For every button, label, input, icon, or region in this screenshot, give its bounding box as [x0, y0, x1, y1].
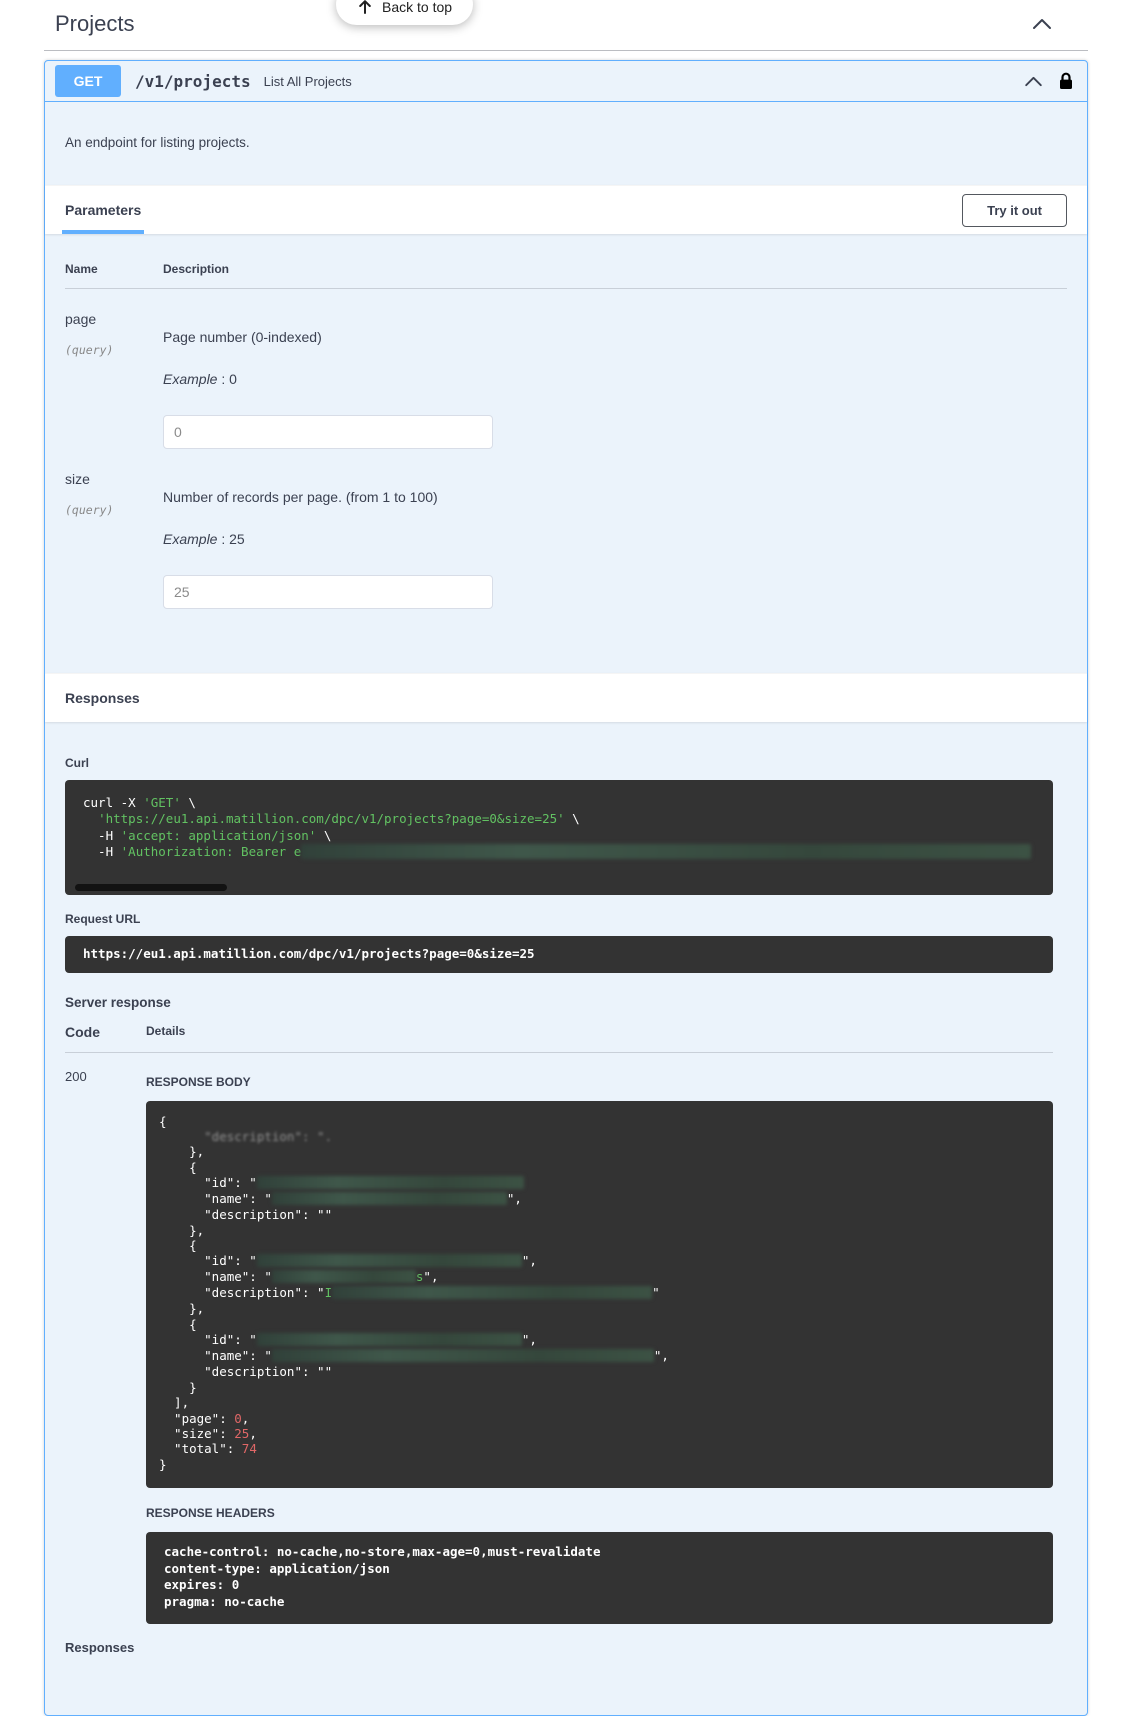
description-column-header: Description	[163, 262, 230, 276]
redacted-blur	[332, 1286, 652, 1299]
redacted-blur	[257, 1333, 522, 1346]
code-line	[159, 1285, 1041, 1301]
response-headers-label: RESPONSE HEADERS	[146, 1506, 275, 1521]
example-value: 0	[229, 371, 237, 387]
code-token: I	[324, 1285, 333, 1301]
code-token: "id": "	[159, 1175, 257, 1191]
endpoint-summary: List All Projects	[263, 73, 352, 89]
request-url-label: Request URL	[65, 912, 141, 927]
http-method-badge: GET	[55, 65, 121, 97]
request-url-value: https://eu1.api.matillion.com/dpc/v1/projects?page=0&size=25	[65, 936, 1053, 972]
auth-lock-button[interactable]	[1057, 70, 1075, 92]
redacted-blur	[257, 1254, 522, 1267]
param-name: page	[65, 311, 97, 327]
code-token: ",	[653, 1348, 669, 1364]
code-token: "id": "	[159, 1332, 257, 1348]
code-token: "size":	[159, 1425, 235, 1441]
code-token: "description": ".	[159, 1129, 333, 1145]
code-token: "description": ""	[159, 1364, 333, 1380]
code-line	[159, 1269, 1041, 1285]
param-example	[163, 531, 1067, 547]
chevron-up-icon	[1032, 18, 1052, 30]
try-it-out-button[interactable]: Try it out	[962, 194, 1067, 227]
redacted-blur	[272, 1192, 507, 1205]
redacted-blur	[301, 844, 1031, 859]
code-token: 25	[234, 1425, 250, 1441]
server-response-row	[65, 1053, 1053, 1625]
param-description: Page number (0-indexed)	[163, 329, 322, 345]
details-column-header: Details	[146, 1023, 186, 1038]
server-response-table-head	[65, 1024, 1053, 1053]
opblock-summary[interactable]	[45, 61, 1087, 102]
responses-header-title: Responses	[65, 690, 140, 706]
code-line	[159, 1114, 1041, 1129]
arrow-up-icon	[357, 0, 373, 15]
code-token: {	[159, 1316, 197, 1332]
code-line	[159, 1332, 1041, 1348]
code-line	[159, 1457, 1041, 1472]
code-line	[164, 1544, 1035, 1561]
param-location: (query)	[65, 503, 114, 517]
code-line	[83, 795, 1041, 811]
code-token: \	[316, 827, 332, 843]
code-token: 0	[234, 1410, 242, 1426]
parameters-table-head	[65, 262, 1067, 289]
example-separator: :	[217, 371, 230, 387]
curl-label: Curl	[65, 756, 89, 770]
code-token: ",	[423, 1269, 439, 1285]
code-token: 'accept: application/json'	[120, 827, 317, 843]
code-token: "name": "	[159, 1348, 272, 1364]
tab-parameters[interactable]: Parameters	[65, 186, 141, 234]
back-to-top-button[interactable]	[336, 0, 473, 25]
code-token: 'https://eu1.api.matillion.com/dpc/v1/projects?page=0&size=25'	[98, 811, 565, 827]
chevron-up-icon	[1024, 76, 1043, 87]
param-location: (query)	[65, 343, 114, 357]
page-title: Projects	[55, 11, 135, 36]
code-token: 'Authorization: Bearer e	[120, 844, 302, 860]
code-line	[159, 1441, 1041, 1456]
code-line	[164, 1577, 1035, 1594]
parameters-header-bar	[45, 185, 1087, 234]
code-token: ,	[241, 1410, 250, 1426]
code-line	[159, 1191, 1041, 1207]
code-line	[164, 1561, 1035, 1578]
responses-footer-label: Responses	[65, 1640, 135, 1656]
code-token: expires: 0	[164, 1577, 240, 1593]
back-to-top-label: Back to top	[382, 0, 453, 15]
code-line	[159, 1426, 1041, 1441]
code-token: ",	[521, 1332, 537, 1348]
code-token: "description": "	[159, 1285, 325, 1301]
redacted-blur	[272, 1270, 416, 1283]
code-token: "total":	[159, 1441, 242, 1457]
code-token: \	[180, 795, 196, 810]
opblock-get-projects	[44, 60, 1088, 1716]
code-token: "id": "	[159, 1253, 257, 1269]
section-collapse-button[interactable]	[1030, 16, 1054, 32]
code-line	[159, 1411, 1041, 1426]
code-line	[83, 811, 1041, 827]
code-line	[159, 1207, 1041, 1222]
code-token: \	[564, 811, 580, 827]
code-line	[159, 1301, 1041, 1316]
endpoint-path: /v1/projects	[135, 71, 251, 91]
code-token: "	[652, 1285, 660, 1301]
lock-icon	[1059, 72, 1073, 90]
example-label: Example	[163, 531, 218, 547]
code-line	[159, 1380, 1041, 1395]
page-param-input[interactable]	[163, 415, 493, 449]
code-line	[159, 1223, 1041, 1238]
code-token: {	[159, 1238, 197, 1254]
code-line	[159, 1238, 1041, 1253]
code-token: },	[159, 1301, 205, 1317]
code-token	[83, 811, 98, 826]
code-token: "name": "	[159, 1269, 272, 1285]
code-line	[159, 1253, 1041, 1269]
status-code: 200	[65, 1068, 87, 1084]
parameter-row-size	[65, 449, 1067, 609]
code-token: }	[159, 1456, 167, 1472]
code-token: }	[159, 1379, 197, 1395]
redacted-blur	[272, 1349, 654, 1362]
code-line	[159, 1144, 1041, 1159]
code-token: },	[159, 1222, 205, 1238]
parameter-row-page	[65, 289, 1067, 449]
code-line	[159, 1175, 1041, 1191]
code-token: },	[159, 1144, 205, 1160]
example-label: Example	[163, 371, 218, 387]
endpoint-description: An endpoint for listing projects.	[65, 135, 250, 150]
code-column-header: Code	[65, 1023, 100, 1040]
response-body-label: RESPONSE BODY	[146, 1074, 251, 1089]
param-name: size	[65, 471, 90, 487]
example-value: 25	[229, 531, 245, 547]
code-token: {	[159, 1159, 197, 1175]
code-token: ],	[159, 1395, 190, 1411]
code-token: 74	[241, 1441, 257, 1457]
code-token: {	[159, 1113, 167, 1129]
code-token: cache-control: no-cache,no-store,max-age=0,must-revalidate	[164, 1544, 601, 1560]
server-response-label: Server response	[65, 994, 171, 1010]
code-line	[164, 1594, 1035, 1611]
opblock-collapse-button[interactable]	[1022, 74, 1045, 89]
parameters-table	[45, 234, 1087, 673]
code-line	[159, 1395, 1041, 1410]
example-separator: :	[217, 531, 230, 547]
code-line	[159, 1348, 1041, 1364]
code-line	[83, 828, 1041, 844]
param-example	[163, 371, 1067, 387]
code-token: ",	[521, 1253, 537, 1269]
response-body-code-block[interactable]	[146, 1101, 1053, 1489]
code-token: -H	[83, 844, 121, 860]
param-description: Number of records per page. (from 1 to 100)	[163, 489, 438, 505]
code-line	[159, 1129, 1041, 1144]
responses-header-bar	[45, 673, 1087, 722]
code-token: ,	[249, 1425, 257, 1441]
code-token: "page":	[159, 1410, 235, 1426]
code-token: s	[415, 1269, 424, 1285]
code-token: 'GET'	[143, 795, 181, 810]
code-token: curl -X	[83, 795, 144, 810]
code-line	[83, 844, 1041, 861]
code-token: pragma: no-cache	[164, 1593, 285, 1609]
horizontal-scrollbar-thumb[interactable]	[75, 884, 227, 891]
section-header	[44, 0, 1088, 51]
curl-code-block[interactable]	[65, 780, 1053, 895]
code-token: "name": "	[159, 1191, 272, 1207]
code-line	[159, 1364, 1041, 1379]
code-line	[159, 1160, 1041, 1175]
code-token: ",	[506, 1191, 522, 1207]
response-headers-code-block	[146, 1532, 1053, 1624]
code-token: "description": ""	[159, 1207, 333, 1223]
code-token: content-type: application/json	[164, 1560, 390, 1576]
size-param-input[interactable]	[163, 575, 493, 609]
responses-section	[45, 722, 1087, 1715]
redacted-blur	[257, 1176, 524, 1189]
name-column-header: Name	[65, 262, 98, 276]
code-token: -H	[83, 827, 121, 843]
code-line	[159, 1317, 1041, 1332]
